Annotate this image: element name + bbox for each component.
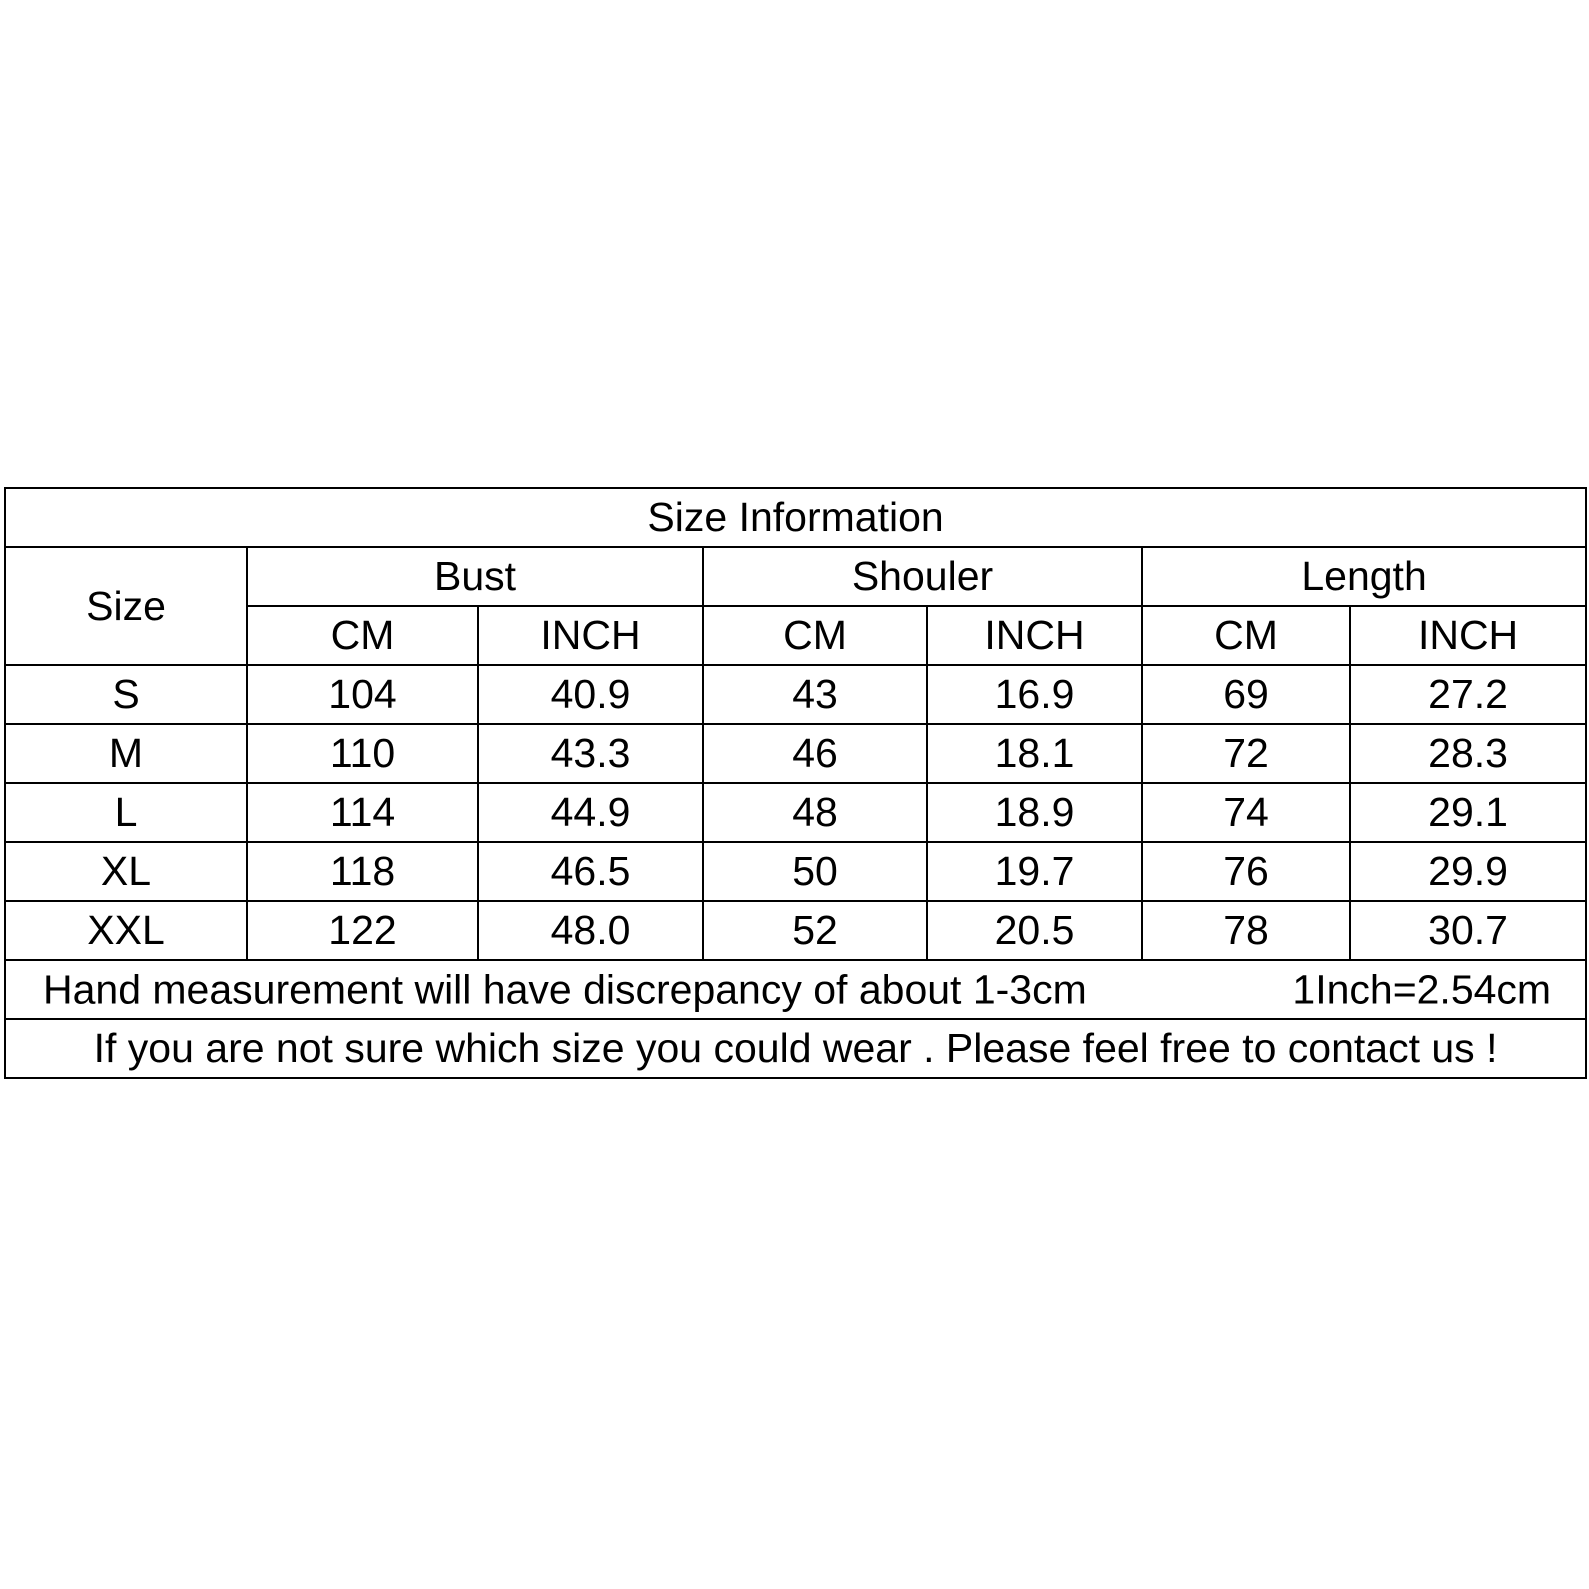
length-inch-cell: 27.2 [1350, 665, 1586, 724]
title-row [5, 488, 1586, 547]
unit-header: INCH [927, 606, 1142, 665]
bust-cm-cell: 110 [247, 724, 478, 783]
bust-inch-cell: 40.9 [478, 665, 703, 724]
length-inch-cell: 29.9 [1350, 842, 1586, 901]
shoulder-inch-cell: 20.5 [927, 901, 1142, 960]
size-label: M [5, 724, 247, 783]
bust-cm-cell: 104 [247, 665, 478, 724]
bust-cm-cell: 114 [247, 783, 478, 842]
bust-inch-cell: 48.0 [478, 901, 703, 960]
bust-inch-cell: 44.9 [478, 783, 703, 842]
shoulder-inch-cell: 18.9 [927, 783, 1142, 842]
unit-header: CM [1142, 606, 1350, 665]
shoulder-cm-cell: 46 [703, 724, 927, 783]
note-cell [5, 960, 1586, 1019]
length-cm-cell: 69 [1142, 665, 1350, 724]
measurement-note: Hand measurement will have discrepancy of about 1-3cm [43, 966, 1087, 1012]
note-row [5, 960, 1586, 1019]
bust-inch-cell: 46.5 [478, 842, 703, 901]
length-inch-cell: 30.7 [1350, 901, 1586, 960]
unit-header: INCH [478, 606, 703, 665]
size-label: XL [5, 842, 247, 901]
size-label: S [5, 665, 247, 724]
bust-cm-cell: 122 [247, 901, 478, 960]
shoulder-cm-cell: 52 [703, 901, 927, 960]
bust-inch-cell: 43.3 [478, 724, 703, 783]
length-cm-cell: 78 [1142, 901, 1350, 960]
shoulder-inch-cell: 18.1 [927, 724, 1142, 783]
length-inch-cell: 29.1 [1350, 783, 1586, 842]
table-row [5, 783, 1586, 842]
size-label: XXL [5, 901, 247, 960]
shoulder-cm-cell: 48 [703, 783, 927, 842]
length-cm-cell: 74 [1142, 783, 1350, 842]
shoulder-cm-cell: 43 [703, 665, 927, 724]
unit-header: INCH [1350, 606, 1586, 665]
table-row [5, 842, 1586, 901]
footer-row [5, 1019, 1586, 1078]
shoulder-inch-cell: 16.9 [927, 665, 1142, 724]
bust-cm-cell: 118 [247, 842, 478, 901]
shoulder-cm-cell: 50 [703, 842, 927, 901]
unit-header: CM [703, 606, 927, 665]
group-header-bust: Bust [247, 547, 703, 606]
group-header-length: Length [1142, 547, 1586, 606]
table-row [5, 724, 1586, 783]
table-row [5, 665, 1586, 724]
unit-header: CM [247, 606, 478, 665]
group-header-shoulder: Shouler [703, 547, 1142, 606]
conversion-note: 1Inch=2.54cm [1292, 966, 1552, 1012]
table-row [5, 901, 1586, 960]
shoulder-inch-cell: 19.7 [927, 842, 1142, 901]
size-header: Size [5, 547, 247, 665]
contact-footer: If you are not sure which size you could wear . Please feel free to contact us ! [5, 1019, 1586, 1078]
table-title: Size Information [5, 488, 1586, 547]
group-header-row [5, 547, 1586, 606]
size-label: L [5, 783, 247, 842]
size-table [4, 487, 1587, 1079]
length-cm-cell: 72 [1142, 724, 1350, 783]
length-cm-cell: 76 [1142, 842, 1350, 901]
length-inch-cell: 28.3 [1350, 724, 1586, 783]
